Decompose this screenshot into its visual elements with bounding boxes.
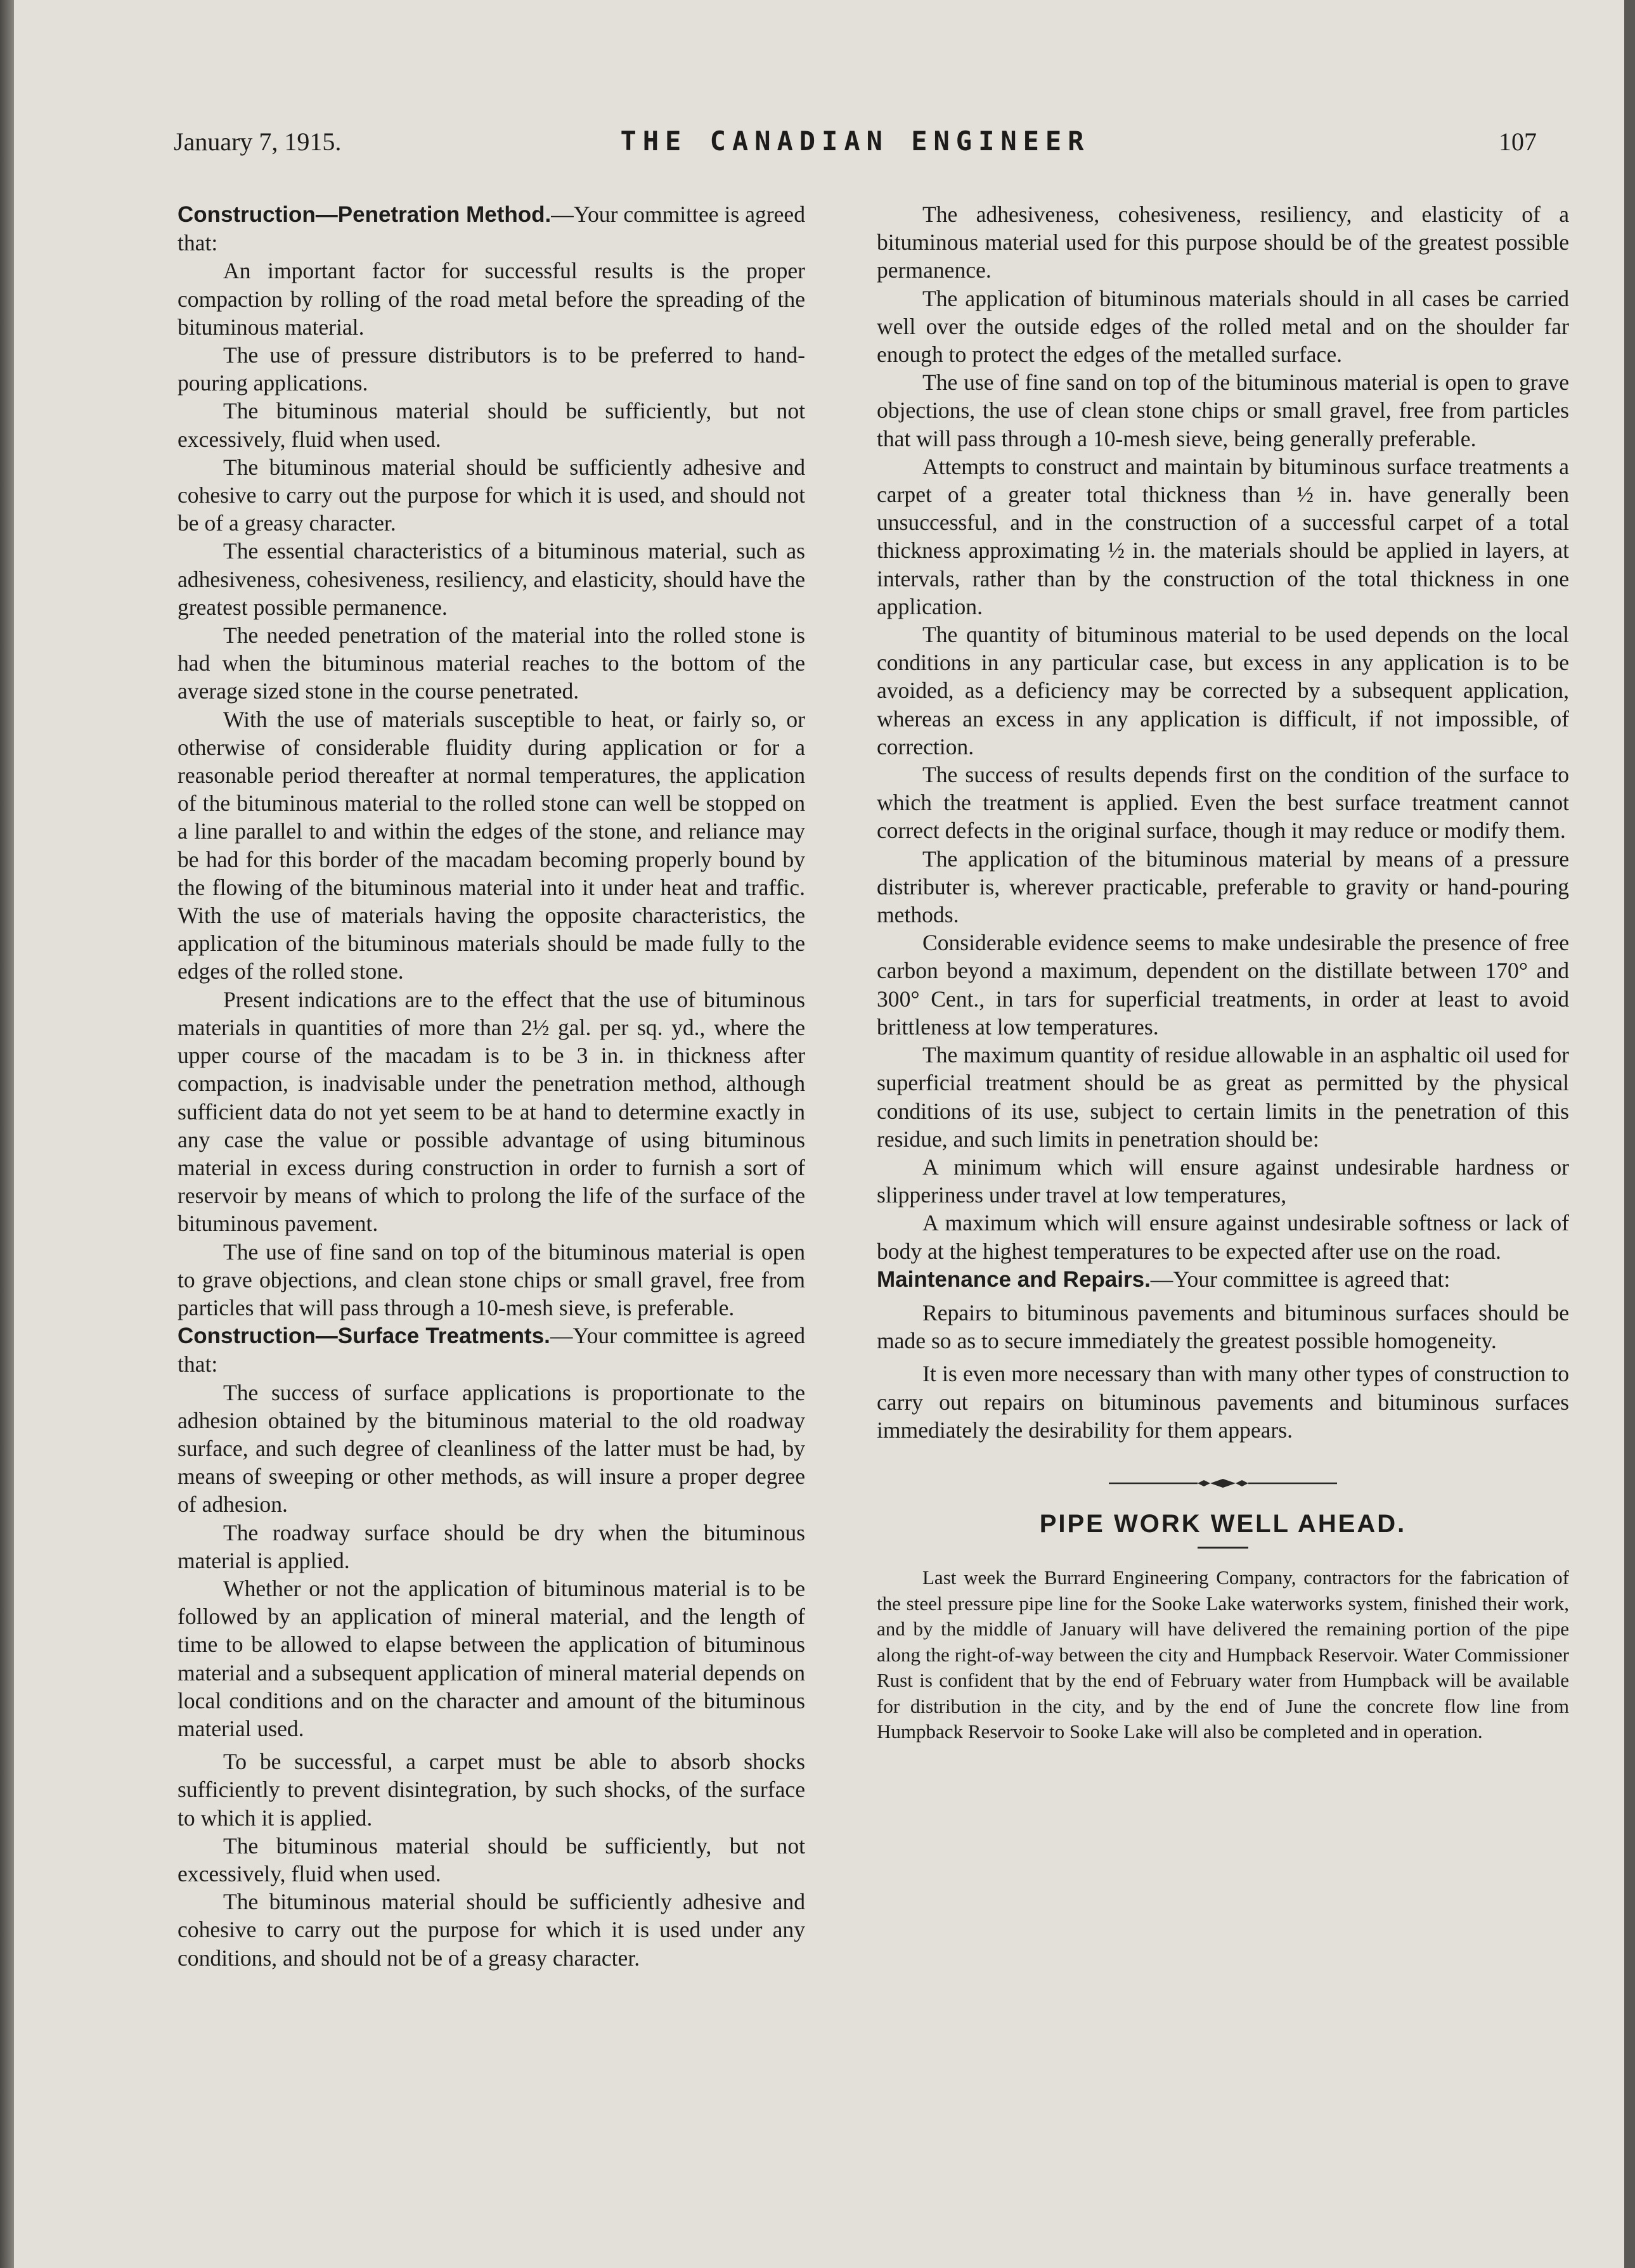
page-number: 107 [1499,127,1537,156]
paragraph: The application of the bituminous material by means of a pressure distributer is, wherever practicable, preferable to gravity or hand-pouring methods. [877,846,1569,928]
issue-date: January 7, 1915. [174,127,342,156]
section-lead: Construction—Penetration Method. [178,202,552,227]
paragraph: The use of pressure distributors is to be preferred to hand-pouring applications. [178,342,805,396]
paragraph: The essential characteristics of a bituminous material, such as adhesiveness, cohesiveness, resiliency, and elasticity, should have the greatest possible permanence. [178,538,805,620]
masthead: THE CANADIAN ENGINEER [620,126,1090,157]
paragraph: The use of fine sand on top of the bituminous material is open to grave objections, the use of clean stone chips or small gravel, free from particles that will pass through a 10-mesh sieve, being generally preferable. [877,370,1569,451]
paragraph: To be successful, a carpet must be able to absorb shocks sufficiently to prevent disintegration, by such shocks, of the surface to which it is applied. [178,1749,805,1831]
paragraph: Present indications are to the effect that the use of bituminous materials in quantities of more than 2½ gal. per sq. yd., where the upper course of the macadam is to be 3 in. in thickness after compaction, is inadvisable under the penetration method, although sufficient data do not yet seem to be at hand to determine exactly in any case the value or possible advantage of using bituminous material in excess during construction in order to furnish a sort of reservoir by means of which to prolong the life of the surface of the bituminous pavement. [178,986,805,1237]
paragraph: It is even more necessary than with many other types of construction to carry out repairs on bituminous pavements and bituminous surfaces immediately the desirability for them appears. [877,1361,1569,1443]
paragraph: A minimum which will ensure against undesirable hardness or slipperiness under travel at low temperatures, [877,1154,1569,1208]
ornament-divider-icon [1109,1477,1337,1490]
section-lead-rest: —Your committee is agreed that: [1150,1266,1451,1292]
paragraph: An important factor for successful results is the proper compaction by rolling of the road metal before the spreading of the bituminous material. [178,258,805,340]
title-rule [1198,1547,1248,1549]
page-header [174,124,1537,162]
section-heading-surface [178,1322,805,1378]
right-column [877,200,1569,1745]
paragraph: Considerable evidence seems to make undesirable the presence of free carbon beyond a maximum, dependent on the distillate between 170° and 300° Cent., in tars for superficial treatments, in order at least to avoid brittleness at low temperatures. [877,930,1569,1040]
paragraph: With the use of materials susceptible to heat, or fairly so, or otherwise of considerable fluidity during application or for a reasonable period thereafter at normal temperatures, the application of the bituminous material to the rolled stone can well be stopped on a line parallel to and within the edges of the stone, and reliance may be had for this border of the macadam becoming properly bound by the flowing of the bituminous material into it under heat and traffic. With the use of materials having the opposite characteristics, the application of the bituminous materials should be made fully to the edges of the rolled stone. [178,706,805,984]
paragraph: The success of results depends first on the condition of the surface to which the treatment is applied. Even the best surface treatment cannot correct defects in the original surface, though it may reduce or modify them. [877,762,1569,844]
paragraph: The success of surface applications is proportionate to the adhesion obtained by the bituminous material to the old roadway surface, and such degree of cleanliness of the latter must be had, by means of sweeping or other methods, as will insure a proper degree of adhesion. [178,1379,805,1517]
paragraph: The use of fine sand on top of the bituminous material is open to grave objections, and clean stone chips or small gravel, free from particles that will pass through a 10-mesh sieve, is preferable. [178,1239,805,1320]
paragraph: Attempts to construct and maintain by bituminous surface treatments a carpet of a greater total thickness than ½ in. have generally been unsuccessful, and in the construction of a successful carpet of a total thickness approximating ½ in. the materials should be applied in layers, at intervals, rather than by the construction of the total thickness in one application. [877,453,1569,619]
paragraph: Last week the Burrard Engineering Company, contractors for the fabrication of the steel pressure pipe line for the Sooke Lake waterworks system, finished their work, and by the middle of January will have delivered the remaining portion of the pipe along the right-of-way between the city and Humpback Reservoir. Water Commissioner Rust is confident that by the end of February water from Humpback will be available for distribution in the city, and by the end of June the concrete flow line from Humpback Reservoir to Sooke Lake will also be completed and in operation. [877,1566,1569,1743]
paragraph: The adhesiveness, cohesiveness, resiliency, and elasticity of a bituminous material used for this purpose should be of the greatest possible permanence. [877,202,1569,283]
section-heading-penetration [178,200,805,257]
binding-spine [0,0,14,2268]
paragraph: The bituminous material should be sufficiently adhesive and cohesive to carry out the purpose for which it is used, and should not be of a greasy character. [178,454,805,536]
section-lead-rest: —Your committee is agreed that: [178,1323,806,1377]
paragraph: The roadway surface should be dry when the bituminous material is applied. [178,1519,805,1573]
article-title: PIPE WORK WELL AHEAD. [1039,1509,1407,1538]
paragraph: The quantity of bituminous material to be used depends on the local conditions in any particular case, but excess in any application is to be avoided, as a deficiency may be corrected by a subsequent application, whereas an excess in any application is difficult, if not impossible, of correction. [877,622,1569,759]
paragraph: The bituminous material should be sufficiently, but not excessively, fluid when used. [178,398,805,452]
article-body [877,1565,1569,1745]
paragraph: A maximum which will ensure against undesirable softness or lack of body at the highest temperatures to be expected after use on the road. [877,1210,1569,1264]
journal-page [14,0,1624,2268]
section-lead: Maintenance and Repairs. [877,1266,1151,1292]
left-column [178,200,805,1972]
paragraph: Repairs to bituminous pavements and bituminous surfaces should be made so as to secure immediately the greatest possible homogeneity. [877,1299,1569,1354]
paragraph: The maximum quantity of residue allowable in an asphaltic oil used for superficial treatment should be as great as permitted by the physical conditions of its use, subject to certain limits in the penetration of this residue, and such limits in penetration should be: [877,1042,1569,1152]
paragraph: The needed penetration of the material into the rolled stone is had when the bituminous material reaches to the bottom of the average sized stone in the course penetrated. [178,622,805,704]
paragraph: The bituminous material should be sufficiently, but not excessively, fluid when used. [178,1833,805,1886]
section-lead-rest: —Your committee is agreed that: [178,202,806,256]
paragraph: The bituminous material should be sufficiently adhesive and cohesive to carry out the purpose for which it is used under any conditions, and should not be of a greasy character. [178,1889,805,1971]
section-lead: Construction—Surface Treatments. [178,1324,550,1349]
section-heading-maintenance [877,1265,1569,1294]
paragraph: The application of bituminous materials should in all cases be carried well over the outside edges of the rolled metal and on the shoulder far enough to protect the edges of the metalled surface. [877,285,1569,368]
paragraph: Whether or not the application of bituminous material is to be followed by an application of mineral material, and the length of time to be allowed to elapse between the application of bituminous material and a subsequent application of mineral material depends on local conditions and on the character and amount of the bituminous material used. [178,1575,805,1741]
